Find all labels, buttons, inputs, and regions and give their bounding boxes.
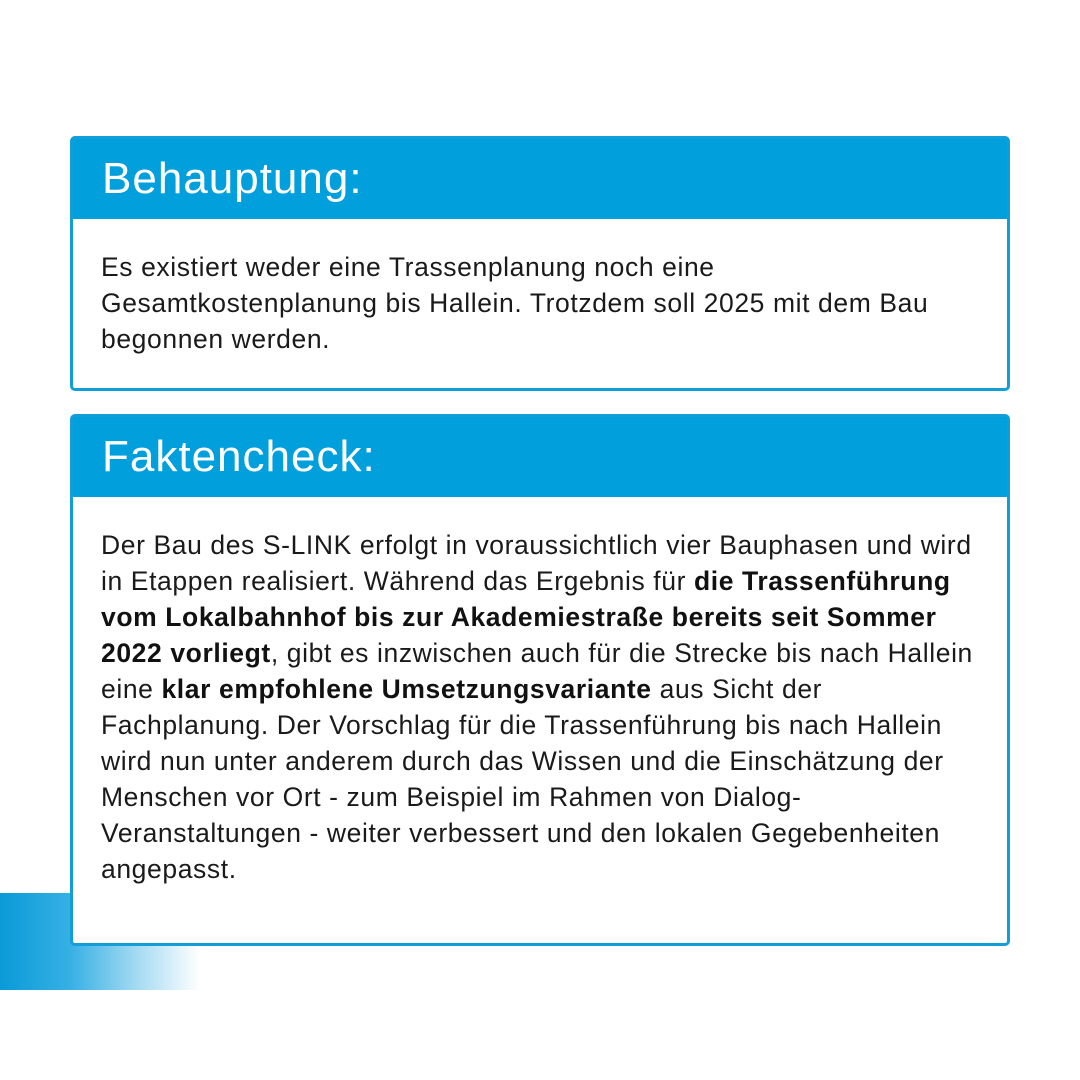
factcheck-card [70,414,1010,946]
claim-header [73,139,1007,219]
factcheck-body [73,497,1007,887]
factcheck-header [73,417,1007,497]
factcheck-highlight-route: die Trassenführung vom Lokalbahnhof bis zur Akademiestraße bereits seit Sommer 2022 vorliegt [101,566,951,668]
claim-text: Es existiert weder eine Trassenplanung noch eine Gesamtkostenplanung bis Hallein. Trotzdem soll 2025 mit dem Bau begonnen werden. [101,252,929,354]
factcheck-title: Faktencheck: [102,432,376,481]
claim-card [70,136,1010,391]
claim-title: Behauptung: [102,154,363,203]
claim-body [73,219,1007,357]
factcheck-text-1: Der Bau des S-LINK erfolgt in voraussichtlich vier Bauphasen und wird in Etappen realisiert. Während das Ergebnis für [101,530,972,596]
factcheck-highlight-variant: klar empfohlene Umsetzungsvariante [161,674,652,704]
factcheck-text-2: , gibt es inzwischen auch für die Strecke bis nach Hallein eine [101,638,973,704]
factcheck-text-3: aus Sicht der Fachplanung. Der Vorschlag für die Trassenführung bis nach Hallein wird nun unter anderem durch das Wissen und die Einschätzung der Menschen vor Ort - zum Beispiel im Rahmen von Dialog-Veranstaltungen - weiter verbessert und den lokalen Gegebenheiten angepasst. [101,674,944,884]
